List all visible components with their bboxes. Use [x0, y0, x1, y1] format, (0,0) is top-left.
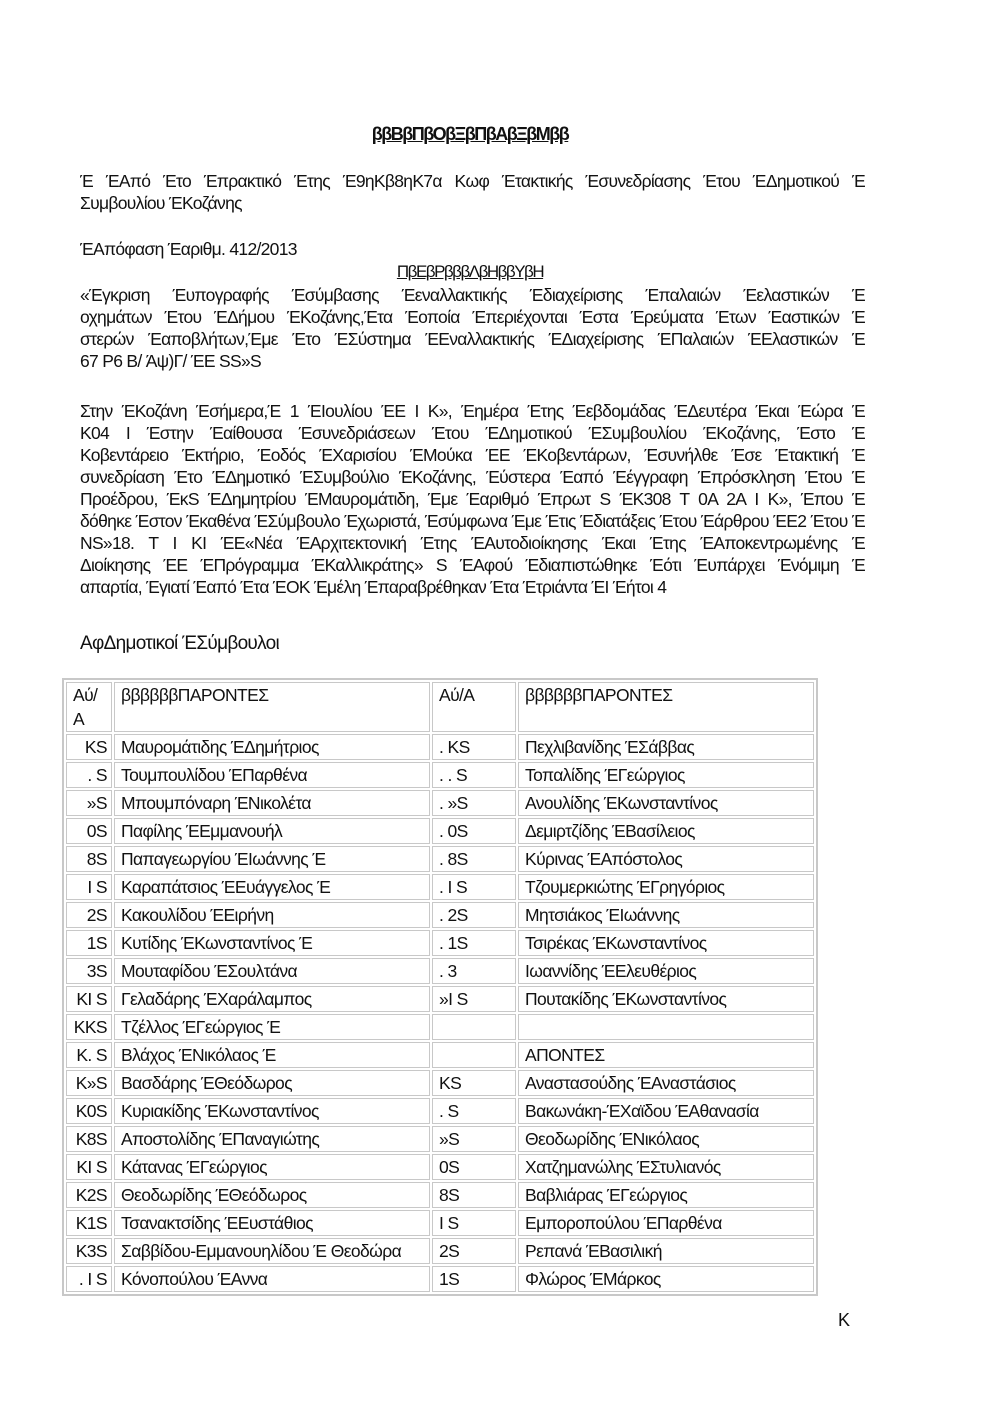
right-number: . 0S: [432, 818, 516, 844]
left-name: Βλάχος ΈΝικόλαος Έ: [114, 1042, 430, 1068]
left-name: Κόνοπούλου ΈΑννα: [114, 1266, 430, 1292]
right-number: . »S: [432, 790, 516, 816]
left-number: KKS: [66, 1014, 112, 1040]
subject-line: στερών Έαποβλήτων,Έμε Έτο ΈΣύστημα ΈΕναλλακτικής ΈΔιαχείρισης ΈΠαλαιών ΈΕλαστικών Έ: [80, 329, 865, 349]
subject-line: οχημάτων Έτου ΈΔήμου ΈΚοζάνης,Έτα Έοποία Έπεριέχονται Έστα Έρεύματα Έτων Έαστικών Έ: [80, 307, 865, 327]
left-number: . S: [66, 762, 112, 788]
table-row: [66, 986, 814, 1012]
table-row: [66, 1014, 814, 1040]
left-name: Βασδάρης ΈΘεόδωρος: [114, 1070, 430, 1096]
right-number: 8S: [432, 1182, 516, 1208]
left-number: 1S: [66, 930, 112, 956]
right-name: Χατζημανώλης ΈΣτυλιανός: [518, 1154, 814, 1180]
right-number: . KS: [432, 734, 516, 760]
body-line: συνεδρίαση Έτο ΈΔημοτικό ΈΣυμβούλιο ΈΚοζάνης, Έύστερα Έαπό Έέγγραφη Έπρόσκληση Έτου Έ: [80, 467, 865, 487]
right-name: Βακωνάκη-ΈΧαϊδου ΈΑθανασία: [518, 1098, 814, 1124]
right-name: Βαβλιάρας ΈΓεώργιος: [518, 1182, 814, 1208]
right-name: Μητσιάκος ΈΙωάννης: [518, 902, 814, 928]
left-name: Παπαγεωργίου ΈΙωάννης Έ: [114, 846, 430, 872]
table-row: [66, 818, 814, 844]
left-number: K2S: [66, 1182, 112, 1208]
right-number: KS: [432, 1070, 516, 1096]
right-name: Πεχλιβανίδης ΈΣάββας: [518, 734, 814, 760]
left-number: K0S: [66, 1098, 112, 1124]
subject-heading: ΠβΕβΡβββΛβΗββΥβΗ: [396, 262, 544, 281]
body-line: K04 I Έστην Έαίθουσα Έσυνεδριάσεων Έτου ΈΔημοτικού ΈΣυμβουλίου ΈΚοζάνης, Έστο Έ: [80, 423, 865, 443]
body-line: NS»18. T I KI ΈΕ«Νέα ΈΑρχιτεκτονική Έτης ΈΑυτοδιοίκησης Έκαι Έτης ΈΑποκεντρωμένης Έ: [80, 533, 865, 553]
right-number: I S: [432, 1210, 516, 1236]
right-name: Ρεπανά ΈΒασιλική: [518, 1238, 814, 1264]
right-name: Τοπαλίδης ΈΓεώργιος: [518, 762, 814, 788]
right-number: . . S: [432, 762, 516, 788]
left-name: Αποστολίδης ΈΠαναγιώτης: [114, 1126, 430, 1152]
right-name: [518, 1014, 814, 1040]
header-present: ββββββΠΑΡΟΝΤΕΣ: [114, 682, 430, 732]
table-row: [66, 902, 814, 928]
left-name: Τσανακτσίδης ΈΕυστάθιος: [114, 1210, 430, 1236]
right-name: Πουτακίδης ΈΚωνσταντίνος: [518, 986, 814, 1012]
table-row: [66, 1042, 814, 1068]
right-name: Τσιρέκας ΈΚωνσταντίνος: [518, 930, 814, 956]
left-number: K3S: [66, 1238, 112, 1264]
table-header-row: [66, 682, 814, 732]
right-number: . S: [432, 1098, 516, 1124]
right-name: ΑΠΟΝΤΕΣ: [518, 1042, 814, 1068]
right-number: 1S: [432, 1266, 516, 1292]
header-number: Αύ/Α: [66, 682, 112, 732]
left-name: Μπουμπόναρη ΈΝικολέτα: [114, 790, 430, 816]
table-row: [66, 1154, 814, 1180]
left-number: 3S: [66, 958, 112, 984]
table-row: [66, 958, 814, 984]
councillors-label: ΑφΔημοτικοί ΈΣύμβουλοι: [80, 633, 280, 654]
right-number: »S: [432, 1126, 516, 1152]
right-name: Τζουμερκιώτης ΈΓρηγόριος: [518, 874, 814, 900]
left-name: Τζέλλος ΈΓεώργιος Έ: [114, 1014, 430, 1040]
left-name: Μαυρομάτιδης ΈΔημήτριος: [114, 734, 430, 760]
left-name: Καραπάτσιος ΈΕυάγγελος Έ: [114, 874, 430, 900]
table-row: [66, 790, 814, 816]
left-number: KS: [66, 734, 112, 760]
body-line: Διοίκησης ΈΕ ΈΠρόγραμμα ΈΚαλλικράτης» S ΈΑφού Έδιαπιστώθηκε Έότι Έυπάρχει Ένόμιμη Έ: [80, 555, 865, 575]
table-row: [66, 874, 814, 900]
left-number: 8S: [66, 846, 112, 872]
left-name: Παφίλης ΈΕμμανουήλ: [114, 818, 430, 844]
left-number: 2S: [66, 902, 112, 928]
left-number: . I S: [66, 1266, 112, 1292]
left-number: KI S: [66, 1154, 112, 1180]
left-number: K8S: [66, 1126, 112, 1152]
table-row: [66, 1098, 814, 1124]
left-name: Κυριακίδης ΈΚωνσταντίνος: [114, 1098, 430, 1124]
header-number: Αύ/Α: [432, 682, 516, 732]
left-number: K. S: [66, 1042, 112, 1068]
left-name: Κυτίδης ΈΚωνσταντίνος Έ: [114, 930, 430, 956]
table-row: [66, 1238, 814, 1264]
right-name: Δεμιρτζίδης ΈΒασίλειος: [518, 818, 814, 844]
table-row: [66, 1210, 814, 1236]
right-name: Αναστασούδης ΈΑναστάσιος: [518, 1070, 814, 1096]
left-name: Τουμπουλίδου ΈΠαρθένα: [114, 762, 430, 788]
right-name: Εμποροπούλου ΈΠαρθένα: [518, 1210, 814, 1236]
document-heading: ββΒβΠβΟβΞβΠβΑβΞβΜββ: [371, 124, 569, 144]
table-row: [66, 846, 814, 872]
table-row: [66, 1266, 814, 1292]
table-row: [66, 1070, 814, 1096]
intro-line: Συμβουλίου ΈΚοζάνης: [80, 193, 242, 213]
left-number: K»S: [66, 1070, 112, 1096]
right-name: Φλώρος ΈΜάρκος: [518, 1266, 814, 1292]
right-number: »I S: [432, 986, 516, 1012]
right-name: Θεοδωρίδης ΈΝικόλαος: [518, 1126, 814, 1152]
left-name: Μουταφίδου ΈΣουλτάνα: [114, 958, 430, 984]
page-number: K: [838, 1310, 851, 1330]
left-name: Κακουλίδου ΈΕιρήνη: [114, 902, 430, 928]
right-number: 2S: [432, 1238, 516, 1264]
body-line: δόθηκε Έστον Έκαθένα ΈΣύμβουλο Έχωριστά, Έσύμφωνα Έμε Έτις Έδιατάξεις Έτου Έάρθρου ΈΕ2 Έτου Έ: [80, 511, 865, 531]
right-name: Κύρινας ΈΑπόστολος: [518, 846, 814, 872]
left-number: KI S: [66, 986, 112, 1012]
table-row: [66, 930, 814, 956]
body-line: Κοβεντάρειο Έκτήριο, Έοδός ΈΧαρισίου ΈΜούκα ΈΕ ΈΚοβεντάρων, Έσυνήλθε Έσε Έτακτική Έ: [80, 445, 865, 465]
right-number: [432, 1042, 516, 1068]
header-present: ββββββΠΑΡΟΝΤΕΣ: [518, 682, 814, 732]
left-name: Σαββίδου-Εμμανουηλίδου Έ Θεοδώρα: [114, 1238, 430, 1264]
left-number: »S: [66, 790, 112, 816]
right-number: . 2S: [432, 902, 516, 928]
right-number: . 3: [432, 958, 516, 984]
attendance-table: [62, 678, 818, 1296]
right-number: [432, 1014, 516, 1040]
left-number: I S: [66, 874, 112, 900]
right-number: . I S: [432, 874, 516, 900]
right-number: . 1S: [432, 930, 516, 956]
table-row: [66, 1126, 814, 1152]
subject-line: 67 P6 B/ Άψ)Γ/ ΈΕ SS»S: [80, 351, 261, 371]
decision-number: ΈΑπόφαση Έαριθμ. 412/2013: [80, 239, 297, 259]
table-row: [66, 734, 814, 760]
table-row: [66, 762, 814, 788]
table-row: [66, 1182, 814, 1208]
right-name: Ιωαννίδης ΈΕλευθέριος: [518, 958, 814, 984]
subject-line: «Έγκριση Έυπογραφής Έσύμβασης Έεναλλακτικής Έδιαχείρισης Έπαλαιών Έελαστικών Έ: [80, 285, 865, 305]
left-name: Θεοδωρίδης ΈΘεόδωρος: [114, 1182, 430, 1208]
right-number: 0S: [432, 1154, 516, 1180]
body-line: Στην ΈΚοζάνη Έσήμερα,Έ 1 ΈΙουλίου ΈΕ I K», Έημέρα Έτης Έεβδομάδας ΈΔευτέρα Έκαι Έώρα Έ: [80, 401, 865, 421]
left-name: Κάτανας ΈΓεώργιος: [114, 1154, 430, 1180]
body-line: Προέδρου, ΈκS ΈΔημητρίου ΈΜαυρομάτιδη, Έμε Έαριθμό Έπρωτ S ΈK308 T 0A 2A I K», Έπου Έ: [80, 489, 865, 509]
right-number: . 8S: [432, 846, 516, 872]
right-name: Ανουλίδης ΈΚωνσταντίνος: [518, 790, 814, 816]
left-number: K1S: [66, 1210, 112, 1236]
intro-line: Έ ΈΑπό Έτο Έπρακτικό Έτης Έ9ηKβ8ηK7α Kωφ Έτακτικής Έσυνεδρίασης Έτου ΈΔημοτικού Έ: [80, 171, 865, 191]
left-number: 0S: [66, 818, 112, 844]
left-name: Γελαδάρης ΈΧαράλαμπος: [114, 986, 430, 1012]
body-line: απαρτία, Έγιατί Έαπό Έτα ΈΟΚ Έμέλη Έπαραβρέθηκαν Έτα Έτριάντα ΈI Έήτοι 4: [80, 577, 667, 597]
